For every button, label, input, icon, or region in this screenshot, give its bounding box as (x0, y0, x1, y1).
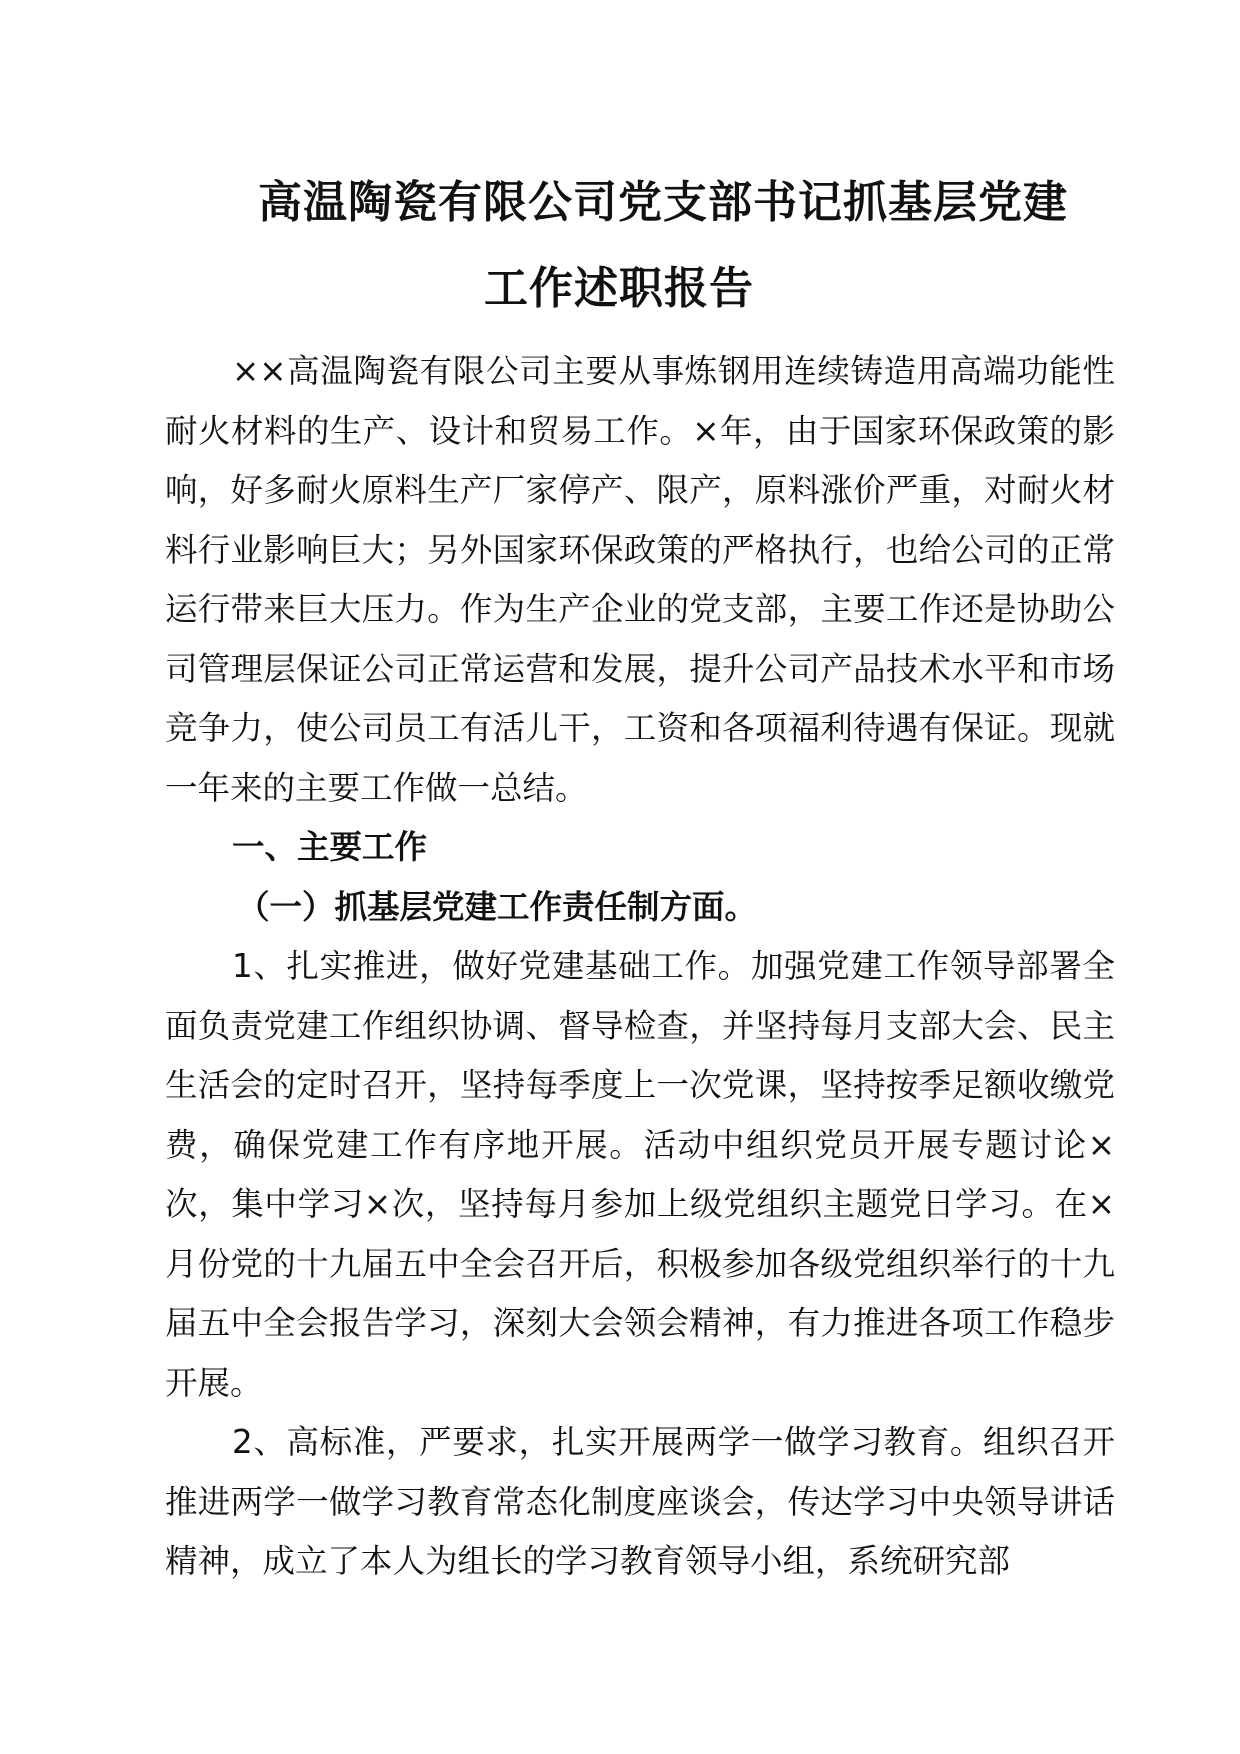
document-title-line-1: 高温陶瓷有限公司党支部书记抓基层党建 (258, 177, 1068, 228)
section-heading-main-work: 一、主要工作 (232, 828, 428, 866)
intro-paragraph: ××高温陶瓷有限公司主要从事炼钢用连续铸造用高端功能性耐火材料的生产、设计和贸易工作。×年，由于国家环保政策的影响，好多耐火原料生产厂家停产、限产，原料涨价严重，对耐火材料行业影响巨大；另外国家环保政策的严格执行，也给公司的正常运行带来巨大压力。作为生产企业的党支部，主要工作还是协助公司管理层保证公司正常运营和发展，提升公司产品技术水平和市场竞争力，使公司员工有活儿干，工资和各项福利待遇有保证。现就一年来的主要工作做一总结。 (165, 352, 1115, 807)
paragraph-item-1: 1、扎实推进，做好党建基础工作。加强党建工作领导部署全面负责党建工作组织协调、督导检查，并坚持每月支部大会、民主生活会的定时召开，坚持每季度上一次党课，坚持按季足额收缴党费，确保党建工作有序地开展。活动中组织党员开展专题讨论×次，集中学习×次，坚持每月参加上级党组织主题党日学习。在×月份党的十九届五中全会召开后，积极参加各级党组织举行的十九届五中全会报告学习，深刻大会领会精神，有力推进各项工作稳步开展。 (165, 947, 1115, 1402)
document-title-line-2: 工作述职报告 (484, 263, 754, 314)
subsection-heading-responsibility: （一）抓基层党建工作责任制方面。 (237, 887, 758, 926)
document-body (165, 342, 1115, 1592)
paragraph-item-2: 2、高标准，严要求，扎实开展两学一做学习教育。组织召开推进两学一做学习教育常态化制度座谈会，传达学习中央领导讲话精神，成立了本人为组长的学习教育领导小组，系统研究部 (165, 1423, 1115, 1580)
